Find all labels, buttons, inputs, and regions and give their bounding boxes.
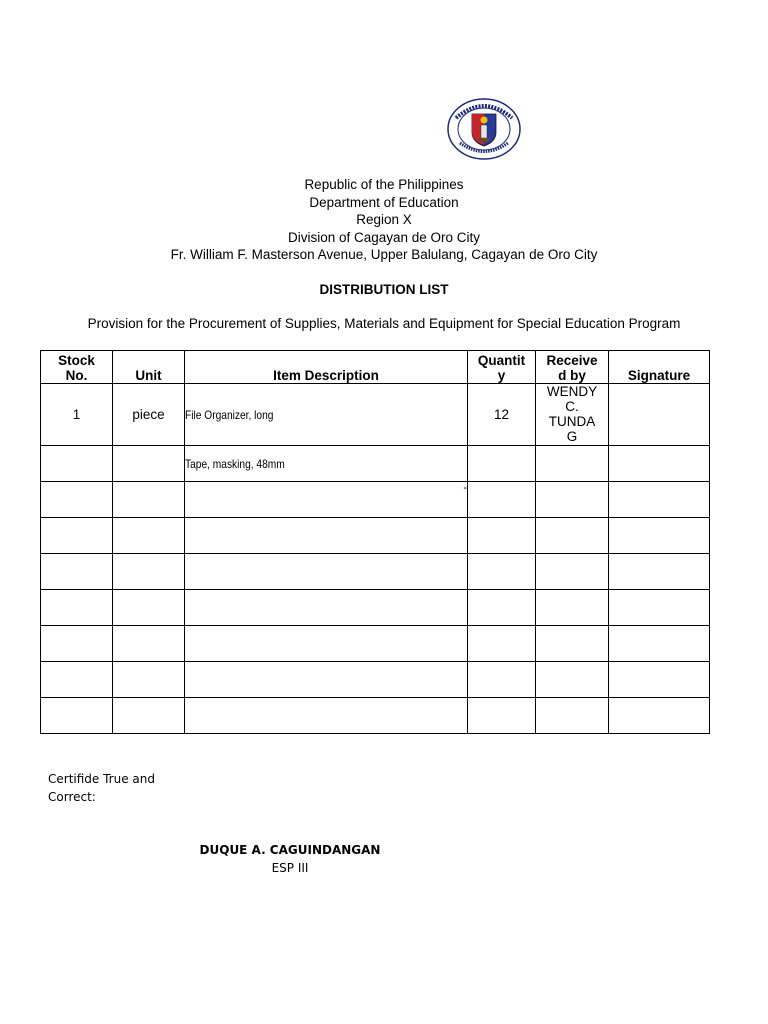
table-row-empty [41, 590, 710, 626]
received-by-line: WENDY [546, 384, 598, 399]
table-row-empty [41, 698, 710, 734]
table-header-row [41, 351, 710, 384]
table-row [41, 482, 710, 518]
empty-cell [468, 698, 536, 734]
cell-stock-no [41, 482, 113, 518]
empty-cell [468, 662, 536, 698]
table-row-empty [41, 626, 710, 662]
table-row-empty [41, 554, 710, 590]
empty-cell [41, 662, 113, 698]
column-header-stock-no [41, 351, 113, 384]
received-by-line: G [566, 429, 578, 444]
cell-received-by [536, 482, 609, 518]
letterhead-address: Fr. William F. Masterson Avenue, Upper Balulang, Cagayan de Oro City [170, 247, 598, 262]
column-header-signature: Signature [609, 351, 710, 384]
empty-cell [468, 554, 536, 590]
column-header-received-by [536, 351, 609, 384]
table-row [41, 446, 710, 482]
empty-cell [609, 662, 710, 698]
cell-quantity [468, 446, 536, 482]
empty-cell [536, 626, 609, 662]
cell-received-by [536, 446, 609, 482]
empty-cell [609, 518, 710, 554]
empty-cell [185, 698, 468, 734]
cell-received-by [536, 384, 609, 446]
empty-cell [536, 662, 609, 698]
empty-cell [185, 662, 468, 698]
empty-cell [41, 590, 113, 626]
column-header-stock-line2: No. [65, 368, 88, 383]
empty-cell [609, 626, 710, 662]
empty-cell [185, 518, 468, 554]
cell-item-description: - [185, 482, 468, 518]
cell-signature [609, 384, 710, 446]
letterhead-country: Republic of the Philippines [304, 177, 464, 192]
certification-line2: Correct: [48, 789, 96, 804]
empty-cell [609, 698, 710, 734]
cell-stock-no: 1 [41, 384, 113, 446]
empty-cell [468, 518, 536, 554]
cell-quantity: 12 [468, 384, 536, 446]
column-header-quantity [468, 351, 536, 384]
cell-item-description [185, 384, 468, 446]
empty-cell [185, 626, 468, 662]
received-by-line: TUNDA [548, 414, 596, 429]
letterhead-region: Region X [356, 212, 412, 227]
column-header-received-line1: Receive [546, 353, 598, 368]
empty-cell [185, 590, 468, 626]
empty-cell [609, 590, 710, 626]
cell-signature [609, 446, 710, 482]
table-row-empty [41, 518, 710, 554]
item-description-text: File Organizer, long [185, 407, 274, 422]
empty-cell [536, 554, 609, 590]
cell-unit: piece [113, 384, 185, 446]
empty-cell [536, 518, 609, 554]
column-header-stock-line1: Stock [58, 353, 95, 368]
certification-block [48, 771, 155, 806]
signatory-name: DUQUE A. CAGUINDANGAN [199, 843, 381, 857]
empty-cell [185, 554, 468, 590]
empty-cell [113, 518, 185, 554]
empty-cell [536, 590, 609, 626]
table-row [41, 384, 710, 446]
empty-cell [41, 518, 113, 554]
signatory-position: ESP III [271, 861, 309, 875]
column-header-received-line2: d by [558, 368, 586, 383]
empty-cell [41, 554, 113, 590]
letterhead [0, 176, 768, 264]
column-header-quantity-line2: y [497, 368, 506, 383]
signatory-block [190, 841, 390, 877]
cell-unit [113, 446, 185, 482]
column-header-unit: Unit [113, 351, 185, 384]
document-title: DISTRIBUTION LIST [319, 282, 449, 297]
empty-cell [41, 698, 113, 734]
column-header-item-description: Item Description [185, 351, 468, 384]
empty-cell [609, 554, 710, 590]
empty-cell [41, 626, 113, 662]
received-by-line: C. [565, 399, 579, 414]
empty-cell [113, 590, 185, 626]
cell-item-description [185, 446, 468, 482]
empty-cell [113, 626, 185, 662]
item-description-text: Tape, masking, 48mm [185, 456, 285, 471]
distribution-table [40, 350, 710, 734]
letterhead-department: Department of Education [309, 194, 459, 210]
empty-cell [468, 626, 536, 662]
cell-quantity [468, 482, 536, 518]
deped-seal-logo [446, 98, 522, 160]
cell-unit [113, 482, 185, 518]
empty-cell [468, 590, 536, 626]
empty-cell [113, 698, 185, 734]
document-purpose: Provision for the Procurement of Supplies, Materials and Equipment for Special Education Program [87, 316, 681, 331]
empty-cell [536, 698, 609, 734]
letterhead-division: Division of Cagayan de Oro City [287, 229, 481, 245]
empty-cell [113, 554, 185, 590]
column-header-quantity-line1: Quantit [477, 353, 526, 368]
empty-cell [113, 662, 185, 698]
certification-line1: Certifide True and [48, 772, 155, 786]
cell-signature [609, 482, 710, 518]
cell-stock-no [41, 446, 113, 482]
table-row-empty [41, 662, 710, 698]
